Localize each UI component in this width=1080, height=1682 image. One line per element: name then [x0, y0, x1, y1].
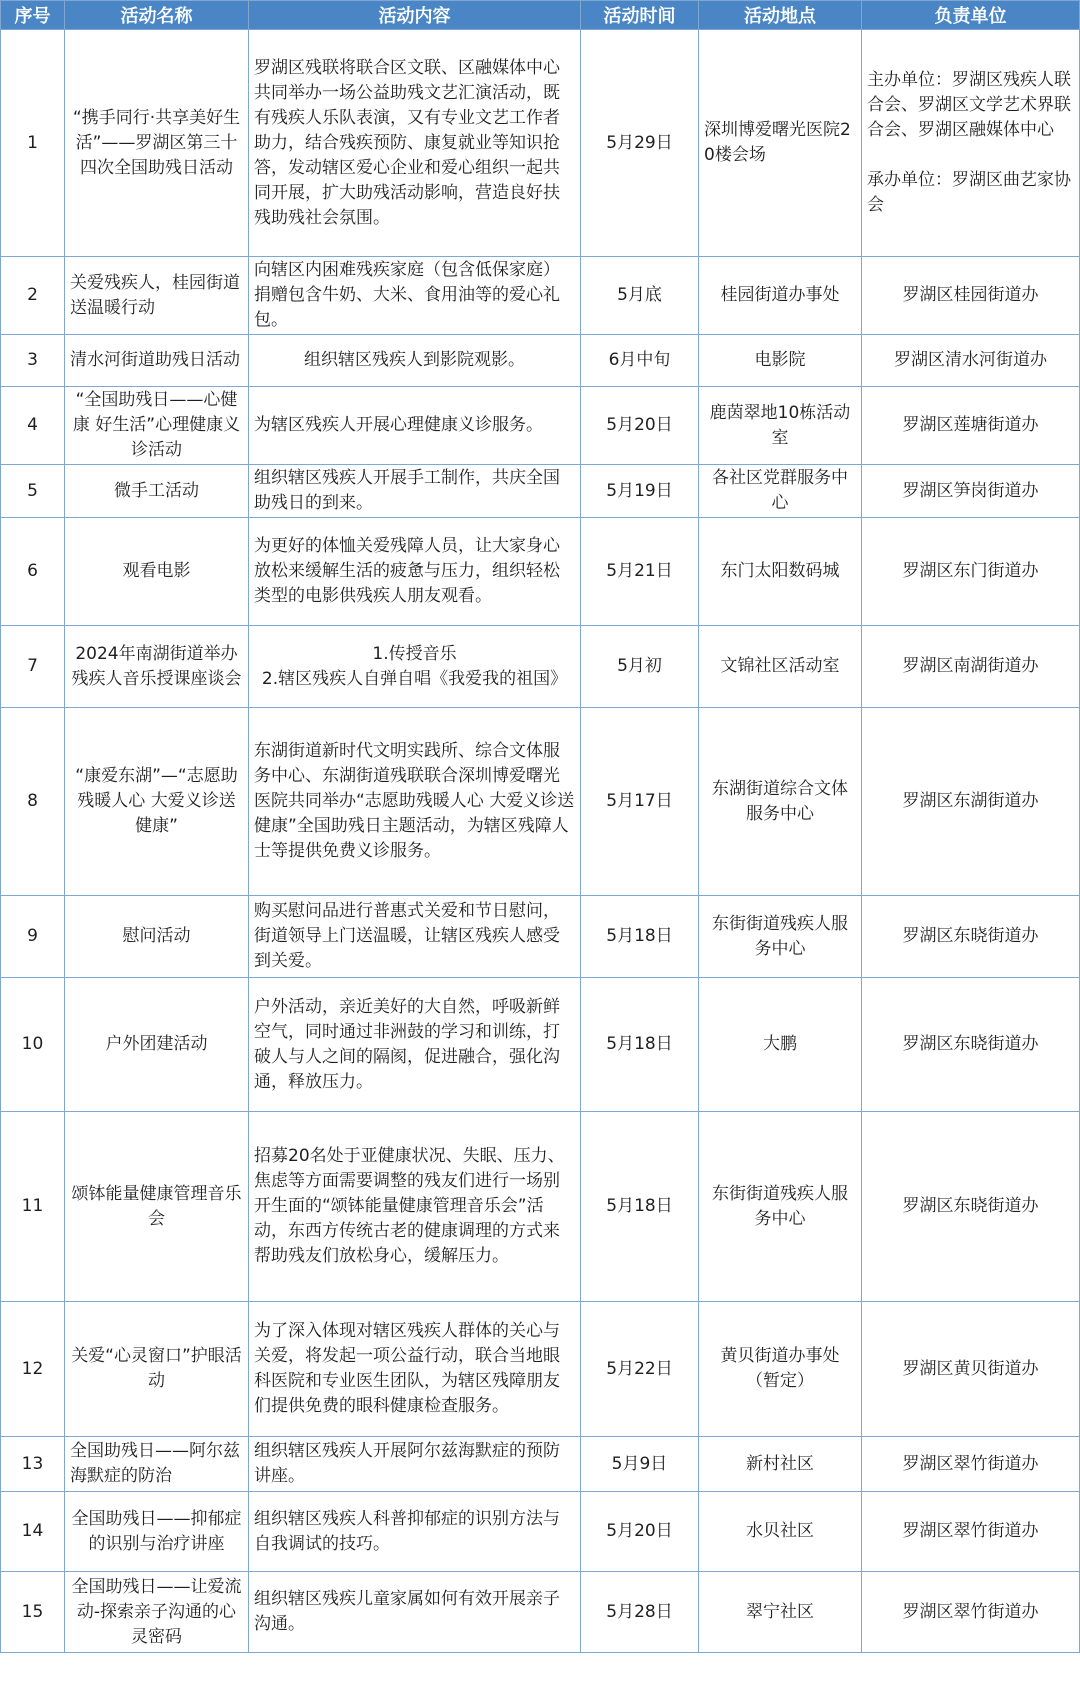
header-index: 序号 — [1, 1, 65, 30]
table-row — [1, 1492, 1080, 1572]
header-unit: 负责单位 — [862, 1, 1080, 30]
cell-content: 罗湖区残联将联合区文联、区融媒体中心共同举办一场公益助残文艺汇演活动，既有残疾人乐队表演，又有专业文艺工作者助力，结合残疾预防、康复就业等知识抢答，发动辖区爱心企业和爱心组织一起共同开展，扩大助残活动影响，营造良好扶残助残社会氛围。 — [249, 30, 581, 257]
cell-time: 5月22日 — [581, 1302, 699, 1437]
cell-unit: 罗湖区清水河街道办 — [862, 335, 1080, 387]
cell-index: 14 — [1, 1492, 65, 1572]
header-name: 活动名称 — [65, 1, 249, 30]
cell-name: 清水河街道助残日活动 — [65, 335, 249, 387]
cell-name: “康爱东湖”—“志愿助残暖人心 大爱义诊送健康” — [65, 708, 249, 896]
cell-time: 5月29日 — [581, 30, 699, 257]
table-row — [1, 1437, 1080, 1492]
cell-time: 5月17日 — [581, 708, 699, 896]
cell-content: 为更好的体恤关爱残障人员，让大家身心放松来缓解生活的疲惫与压力，组织轻松类型的电影供残疾人朋友观看。 — [249, 518, 581, 626]
cell-unit: 罗湖区翠竹街道办 — [862, 1492, 1080, 1572]
cell-unit: 罗湖区翠竹街道办 — [862, 1572, 1080, 1653]
table-row — [1, 896, 1080, 978]
cell-content: 东湖街道新时代文明实践所、综合文体服务中心、东湖街道残联联合深圳博爱曙光医院共同举办“志愿助残暖人心 大爱义诊送健康”全国助残日主题活动，为辖区残障人士等提供免费义诊服务。 — [249, 708, 581, 896]
header-place: 活动地点 — [699, 1, 862, 30]
table-row — [1, 257, 1080, 335]
cell-index: 7 — [1, 626, 65, 708]
cell-name: 关爱残疾人，桂园街道送温暖行动 — [65, 257, 249, 335]
cell-name: 颂钵能量健康管理音乐会 — [65, 1112, 249, 1302]
cell-index: 6 — [1, 518, 65, 626]
cell-index: 13 — [1, 1437, 65, 1492]
cell-time: 6月中旬 — [581, 335, 699, 387]
cell-index: 11 — [1, 1112, 65, 1302]
cell-name: 观看电影 — [65, 518, 249, 626]
cell-content: 组织辖区残疾人科普抑郁症的识别方法与自我调试的技巧。 — [249, 1492, 581, 1572]
cell-content: 组织辖区残疾儿童家属如何有效开展亲子沟通。 — [249, 1572, 581, 1653]
table-row — [1, 30, 1080, 257]
cell-name: 户外团建活动 — [65, 978, 249, 1112]
cell-unit: 罗湖区东湖街道办 — [862, 708, 1080, 896]
cell-content: 户外活动，亲近美好的大自然，呼吸新鲜空气，同时通过非洲鼓的学习和训练，打破人与人之间的隔阂，促进融合，强化沟通，释放压力。 — [249, 978, 581, 1112]
cell-place: 电影院 — [699, 335, 862, 387]
table-row — [1, 708, 1080, 896]
cell-index: 1 — [1, 30, 65, 257]
cell-name: 关爱“心灵窗口”护眼活动 — [65, 1302, 249, 1437]
cell-content: 为了深入体现对辖区残疾人群体的关心与关爱，将发起一项公益行动，联合当地眼科医院和专业医生团队，为辖区残障朋友们提供免费的眼科健康检查服务。 — [249, 1302, 581, 1437]
cell-place: 桂园街道办事处 — [699, 257, 862, 335]
cell-unit: 罗湖区笋岗街道办 — [862, 465, 1080, 518]
header-time: 活动时间 — [581, 1, 699, 30]
table-row — [1, 1572, 1080, 1653]
cell-unit: 罗湖区东晓街道办 — [862, 1112, 1080, 1302]
cell-place: 东街街道残疾人服务中心 — [699, 1112, 862, 1302]
cell-unit: 罗湖区南湖街道办 — [862, 626, 1080, 708]
cell-index: 9 — [1, 896, 65, 978]
cell-content: 向辖区内困难残疾家庭（包含低保家庭）捐赠包含牛奶、大米、食用油等的爱心礼包。 — [249, 257, 581, 335]
cell-unit: 罗湖区莲塘街道办 — [862, 387, 1080, 465]
cell-name: 全国助残日——抑郁症的识别与治疗讲座 — [65, 1492, 249, 1572]
cell-content: 购买慰问品进行普惠式关爱和节日慰问，街道领导上门送温暖，让辖区残疾人感受到关爱。 — [249, 896, 581, 978]
cell-unit — [862, 30, 1080, 257]
cell-time: 5月初 — [581, 626, 699, 708]
cell-index: 5 — [1, 465, 65, 518]
cell-name: 2024年南湖街道举办残疾人音乐授课座谈会 — [65, 626, 249, 708]
cell-place: 深圳博爱曙光医院20楼会场 — [699, 30, 862, 257]
table-row — [1, 518, 1080, 626]
cell-unit: 罗湖区东晓街道办 — [862, 978, 1080, 1112]
cell-index: 12 — [1, 1302, 65, 1437]
cell-time: 5月底 — [581, 257, 699, 335]
cell-name: “全国助残日——心健康 好生活”心理健康义诊活动 — [65, 387, 249, 465]
cell-content: 组织辖区残疾人开展阿尔兹海默症的预防讲座。 — [249, 1437, 581, 1492]
cell-place: 东门太阳数码城 — [699, 518, 862, 626]
content-line: 2.辖区残疾人自弹自唱《我爱我的祖国》 — [261, 668, 568, 689]
table-row — [1, 1112, 1080, 1302]
unit-co: 承办单位：罗湖区曲艺家协会 — [867, 170, 1071, 215]
cell-index: 10 — [1, 978, 65, 1112]
table-row — [1, 387, 1080, 465]
cell-content: 组织辖区残疾人开展手工制作，共庆全国助残日的到来。 — [249, 465, 581, 518]
cell-time: 5月20日 — [581, 1492, 699, 1572]
cell-place: 黄贝街道办事处（暂定） — [699, 1302, 862, 1437]
content-line: 1.传授音乐 — [372, 643, 457, 664]
cell-place: 水贝社区 — [699, 1492, 862, 1572]
cell-place: 东湖街道综合文体服务中心 — [699, 708, 862, 896]
cell-index: 4 — [1, 387, 65, 465]
table-header-row — [1, 1, 1080, 30]
table-row — [1, 1302, 1080, 1437]
cell-index: 8 — [1, 708, 65, 896]
cell-unit: 罗湖区桂园街道办 — [862, 257, 1080, 335]
cell-time: 5月9日 — [581, 1437, 699, 1492]
cell-name: 全国助残日——阿尔兹海默症的防治 — [65, 1437, 249, 1492]
cell-index: 15 — [1, 1572, 65, 1653]
table-row — [1, 335, 1080, 387]
cell-name: 微手工活动 — [65, 465, 249, 518]
cell-place: 翠宁社区 — [699, 1572, 862, 1653]
cell-content: 组织辖区残疾人到影院观影。 — [249, 335, 581, 387]
unit-main: 主办单位：罗湖区残疾人联合会、罗湖区文学艺术界联合会、罗湖区融媒体中心 — [867, 70, 1071, 140]
cell-time: 5月18日 — [581, 978, 699, 1112]
cell-time: 5月28日 — [581, 1572, 699, 1653]
cell-time: 5月19日 — [581, 465, 699, 518]
cell-place: 各社区党群服务中心 — [699, 465, 862, 518]
cell-unit: 罗湖区翠竹街道办 — [862, 1437, 1080, 1492]
cell-time: 5月18日 — [581, 896, 699, 978]
cell-name: 慰问活动 — [65, 896, 249, 978]
cell-place: 文锦社区活动室 — [699, 626, 862, 708]
cell-time: 5月18日 — [581, 1112, 699, 1302]
table-row — [1, 465, 1080, 518]
cell-name: 全国助残日——让爱流动-探索亲子沟通的心灵密码 — [65, 1572, 249, 1653]
cell-content: 为辖区残疾人开展心理健康义诊服务。 — [249, 387, 581, 465]
cell-time: 5月20日 — [581, 387, 699, 465]
cell-unit: 罗湖区东晓街道办 — [862, 896, 1080, 978]
cell-place: 东街街道残疾人服务中心 — [699, 896, 862, 978]
cell-place: 鹿茵翠地10栋活动室 — [699, 387, 862, 465]
header-content: 活动内容 — [249, 1, 581, 30]
cell-content: 招募20名处于亚健康状况、失眠、压力、焦虑等方面需要调整的残友们进行一场别开生面的“颂钵能量健康管理音乐会”活动，东西方传统古老的健康调理的方式来帮助残友们放松身心，缓解压力。 — [249, 1112, 581, 1302]
cell-unit: 罗湖区黄贝街道办 — [862, 1302, 1080, 1437]
cell-time: 5月21日 — [581, 518, 699, 626]
table-row — [1, 626, 1080, 708]
cell-unit: 罗湖区东门街道办 — [862, 518, 1080, 626]
table-row — [1, 978, 1080, 1112]
cell-index: 2 — [1, 257, 65, 335]
cell-place: 大鹏 — [699, 978, 862, 1112]
cell-content — [249, 626, 581, 708]
cell-index: 3 — [1, 335, 65, 387]
cell-place: 新村社区 — [699, 1437, 862, 1492]
cell-name: “携手同行·共享美好生活”——罗湖区第三十四次全国助残日活动 — [65, 30, 249, 257]
